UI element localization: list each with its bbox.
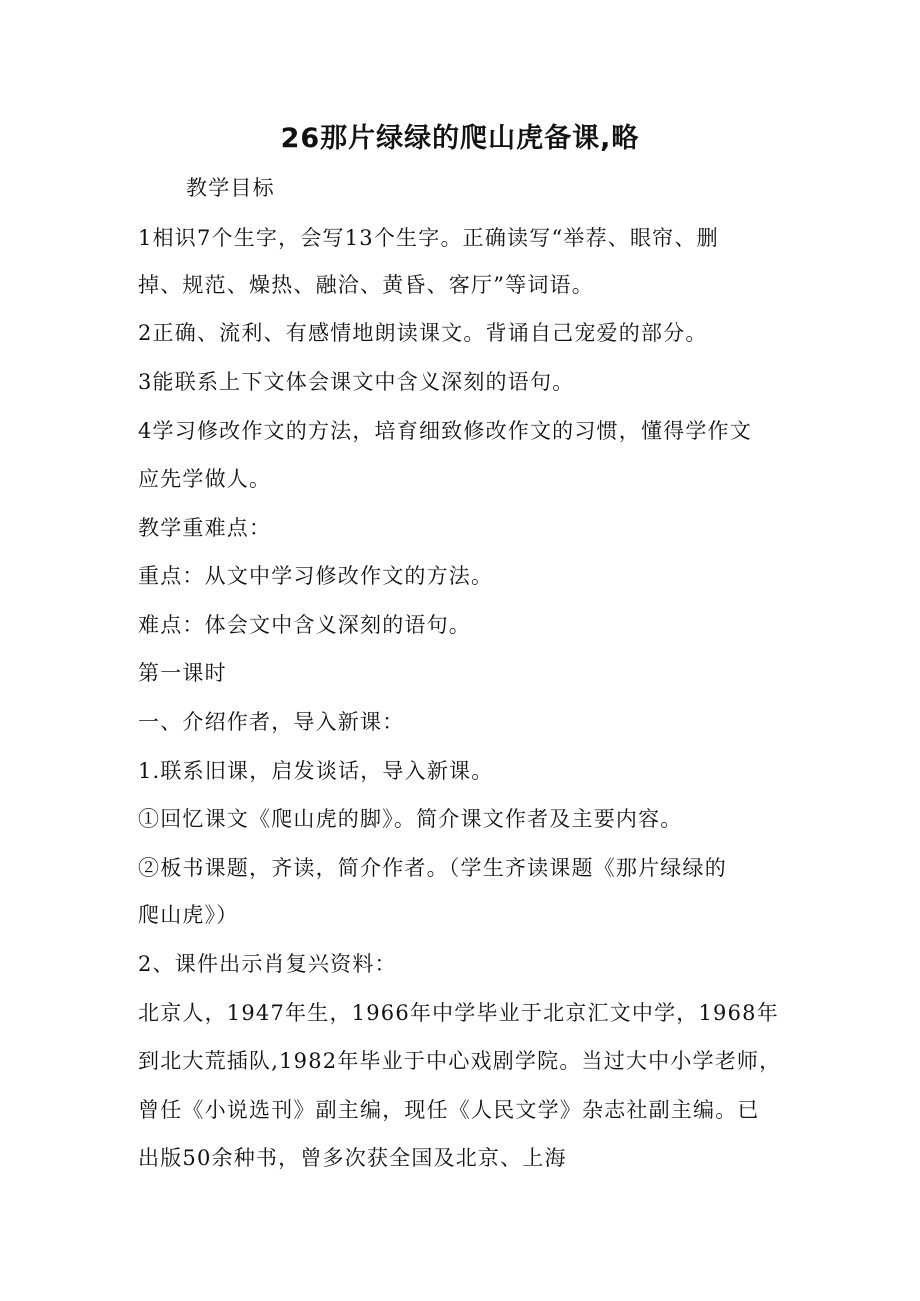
paragraph-line: 到北大荒插队,1982年毕业于中心戏剧学院。当过大中小学老师， bbox=[138, 1049, 782, 1073]
paragraph-line: 爬山虎》） bbox=[138, 903, 239, 927]
paragraph-line: 曾任《小说选刊》副主编，现任《人民文学》杂志社副主编。已 bbox=[138, 1098, 760, 1122]
paragraph-line: 2正确、流利、有感情地朗读课文。背诵自己宠爱的部分。 bbox=[138, 321, 708, 345]
paragraph-line: 3能联系上下文体会课文中含义深刻的语句。 bbox=[138, 370, 575, 394]
paragraph-line: 4学习修改作文的方法，培育细致修改作文的习惯，懂得学作文 bbox=[138, 419, 752, 443]
section-heading-lesson-one: 第一课时 bbox=[138, 661, 227, 685]
section-heading-author: 一、介绍作者，导入新课： bbox=[138, 710, 405, 734]
paragraph-line: 应先学做人。 bbox=[138, 467, 272, 491]
section-heading-key-points: 教学重难点： bbox=[138, 516, 272, 540]
paragraph-line: 1相识7个生字，会写13个生字。正确读写“举荐、眼帘、删 bbox=[138, 226, 719, 250]
paragraph-line: 1.联系旧课，启发谈话，导入新课。 bbox=[138, 759, 494, 783]
section-heading-objectives: 教学目标 bbox=[186, 176, 275, 200]
paragraph-line: 2、课件出示肖复兴资料： bbox=[138, 952, 397, 976]
paragraph-line: 掉、规范、燥热、融洽、黄昏、客厅”等词语。 bbox=[138, 273, 594, 297]
paragraph-line: 出版50余种书，曾多次获全国及北京、上海 bbox=[138, 1146, 567, 1170]
paragraph-line: 北京人，1947年生，1966年中学毕业于北京汇文中学，1968年 bbox=[138, 1001, 779, 1025]
document-title: 26那片绿绿的爬山虎备课,略 bbox=[280, 123, 640, 154]
paragraph-line: ①回忆课文《爬山虎的脚》。简介课文作者及主要内容。 bbox=[138, 807, 683, 831]
paragraph-line: ②板书课题，齐读，简介作者。（学生齐读课题《那片绿绿的 bbox=[138, 856, 727, 880]
paragraph-line: 难点：体会文中含义深刻的语句。 bbox=[138, 613, 471, 637]
paragraph-line: 重点：从文中学习修改作文的方法。 bbox=[138, 564, 494, 588]
